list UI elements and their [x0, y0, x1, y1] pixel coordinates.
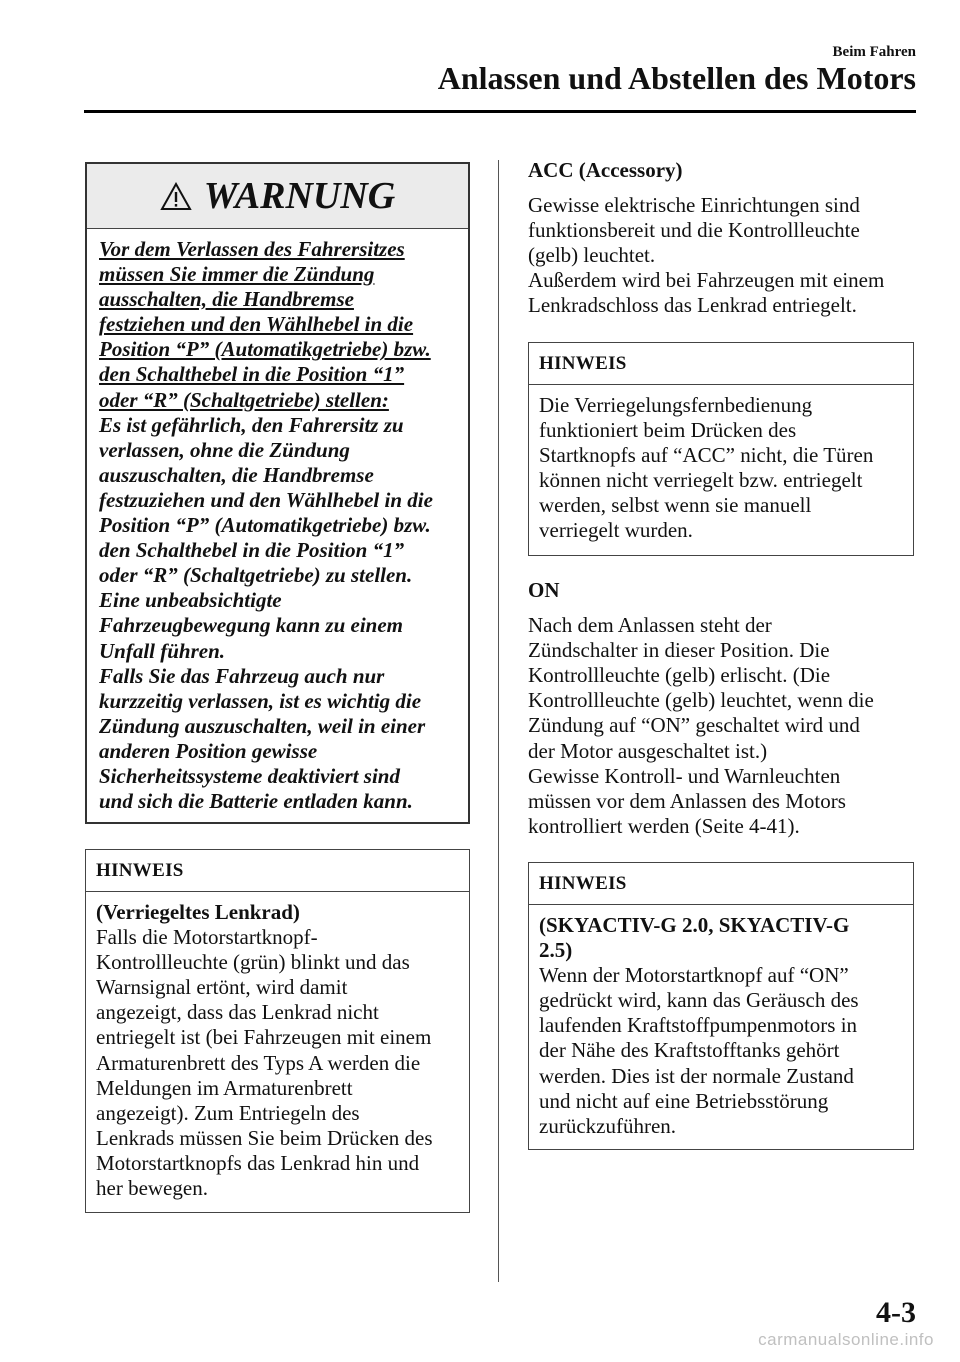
page-title: Anlassen und Abstellen des Motors [437, 60, 916, 96]
warning-triangle-icon [160, 182, 192, 211]
warning-line: oder “R” (Schaltgetriebe) stellen: [99, 387, 389, 412]
note-line: Meldungen im Armaturenbrett [96, 1075, 353, 1100]
watermark: carmanualsonline.info [758, 1330, 934, 1349]
note-line: und nicht auf eine Betriebsstörung [539, 1088, 829, 1113]
note-line: Startknopfs auf “ACC” nicht, die Türen [539, 443, 874, 468]
acc-line: (gelb) leuchtet. [528, 243, 656, 268]
acc-section [528, 158, 928, 319]
warning-line: den Schalthebel in die Position “1” [99, 538, 405, 563]
warning-line: ausschalten, die Handbremse [99, 287, 354, 312]
note-body [529, 385, 913, 552]
note-line: her bewegen. [96, 1176, 208, 1201]
note-line: funktioniert beim Drücken des [539, 418, 797, 443]
section-label: Beim Fahren [832, 44, 916, 60]
warning-line: Eine unbeabsichtigte [99, 588, 282, 613]
note-line: Die Verriegelungsfernbedienung [539, 393, 813, 417]
note-line: angezeigt, dass das Lenkrad nicht [96, 1000, 379, 1025]
warning-line: den Schalthebel in die Position “1” [99, 362, 405, 387]
note-line: Motorstartknopfs das Lenkrad hin und [96, 1150, 420, 1175]
note-line: angezeigt). Zum Entriegeln des [96, 1100, 360, 1125]
note-box-on [528, 862, 914, 1150]
warning-line: müssen Sie immer die Zündung [99, 262, 375, 287]
note-line: werden. Dies ist der normale Zustand [539, 1063, 854, 1088]
note-label: HINWEIS [529, 863, 913, 905]
acc-line: Außerdem wird bei Fahrzeugen mit einem [528, 268, 885, 293]
warning-line: verlassen, ohne die Zündung [99, 437, 350, 462]
on-line: der Motor ausgeschaltet ist.) [528, 738, 768, 763]
warning-body [87, 229, 468, 824]
acc-line: Gewisse elektrische Einrichtungen sind [528, 193, 860, 218]
warning-line: Unfall führen. [99, 638, 226, 663]
on-line: Kontrollleuchte (gelb) erlischt. (Die [528, 663, 831, 688]
warning-line: oder “R” (Schaltgetriebe) zu stellen. [99, 563, 413, 588]
note-line: werden, selbst wenn sie manuell [539, 493, 812, 518]
page-number: 4-3 [876, 1296, 916, 1329]
on-heading: ON [528, 578, 560, 602]
on-line: kontrolliert werden (Seite 4-41). [528, 813, 800, 838]
warning-header [87, 164, 468, 229]
warning-box [85, 162, 470, 824]
note-body [86, 892, 469, 1209]
note-line: können nicht verriegelt bzw. entriegelt [539, 468, 863, 493]
warning-title: WARNUNG [203, 175, 396, 217]
on-line: müssen vor dem Anlassen des Motors [528, 788, 846, 813]
note-subtitle: (Verriegeltes Lenkrad) [96, 900, 300, 924]
column-divider [498, 160, 499, 1282]
warning-line: Fahrzeugbewegung kann zu einem [99, 613, 403, 638]
acc-heading: ACC (Accessory) [528, 158, 683, 182]
warning-line: auszuschalten, die Handbremse [99, 462, 374, 487]
note-line: gedrückt wird, kann das Geräusch des [539, 988, 859, 1013]
note-label: HINWEIS [86, 850, 469, 892]
note-line: Falls die Motorstartknopf- [96, 925, 318, 950]
note-line: Warnsignal ertönt, wird damit [96, 975, 348, 1000]
note-line: entriegelt ist (bei Fahrzeugen mit einem [96, 1025, 432, 1050]
warning-line: anderen Position gewisse [99, 738, 318, 763]
warning-line: kurzzeitig verlassen, ist es wichtig die [99, 688, 422, 713]
on-line: Zündschalter in dieser Position. Die [528, 638, 830, 663]
warning-line: Zündung auszuschalten, weil in einer [99, 713, 426, 738]
acc-line: funktionsbereit und die Kontrollleuchte [528, 218, 860, 243]
warning-line: Sicherheitssysteme deaktiviert sind [99, 763, 400, 788]
note-line: verriegelt wurden. [539, 518, 693, 543]
warning-line: Position “P” (Automatikgetriebe) bzw. [99, 337, 431, 362]
warning-line: festziehen und den Wählhebel in die [99, 312, 414, 337]
note-subtitle: 2.5) [539, 938, 573, 963]
note-box-steering [85, 849, 470, 1213]
note-line: Lenkrads müssen Sie beim Drücken des [96, 1125, 433, 1150]
note-line: der Nähe des Kraftstofftanks gehört [539, 1038, 840, 1063]
warning-line: Position “P” (Automatikgetriebe) bzw. [99, 513, 431, 538]
warning-line: und sich die Batterie entladen kann. [99, 789, 413, 814]
note-subtitle: (SKYACTIV-G 2.0, SKYACTIV-G [539, 913, 850, 937]
on-section [528, 578, 928, 839]
on-line: Nach dem Anlassen steht der [528, 613, 772, 638]
warning-line: festzuziehen und den Wählhebel in die [99, 487, 433, 512]
note-label: HINWEIS [529, 343, 913, 385]
note-body [529, 905, 913, 1147]
note-line: Armaturenbrett des Typs A werden die [96, 1050, 421, 1075]
note-line: Kontrollleuchte (grün) blinkt und das [96, 950, 410, 975]
on-line: Zündung auf “ON” geschaltet wird und [528, 713, 860, 738]
warning-line: Vor dem Verlassen des Fahrersitzes [99, 237, 405, 261]
note-box-acc [528, 342, 914, 556]
note-line: Wenn der Motorstartknopf auf “ON” [539, 963, 849, 988]
warning-line: Falls Sie das Fahrzeug auch nur [99, 663, 385, 688]
on-line: Gewisse Kontroll- und Warnleuchten [528, 763, 841, 788]
warning-line: Es ist gefährlich, den Fahrersitz zu [99, 412, 404, 437]
on-line: Kontrollleuchte (gelb) leuchtet, wenn die [528, 688, 874, 713]
note-line: zurückzuführen. [539, 1113, 677, 1138]
note-line: laufenden Kraftstoffpumpenmotors in [539, 1013, 858, 1038]
header-rule [84, 110, 916, 113]
acc-line: Lenkradschloss das Lenkrad entriegelt. [528, 293, 857, 318]
